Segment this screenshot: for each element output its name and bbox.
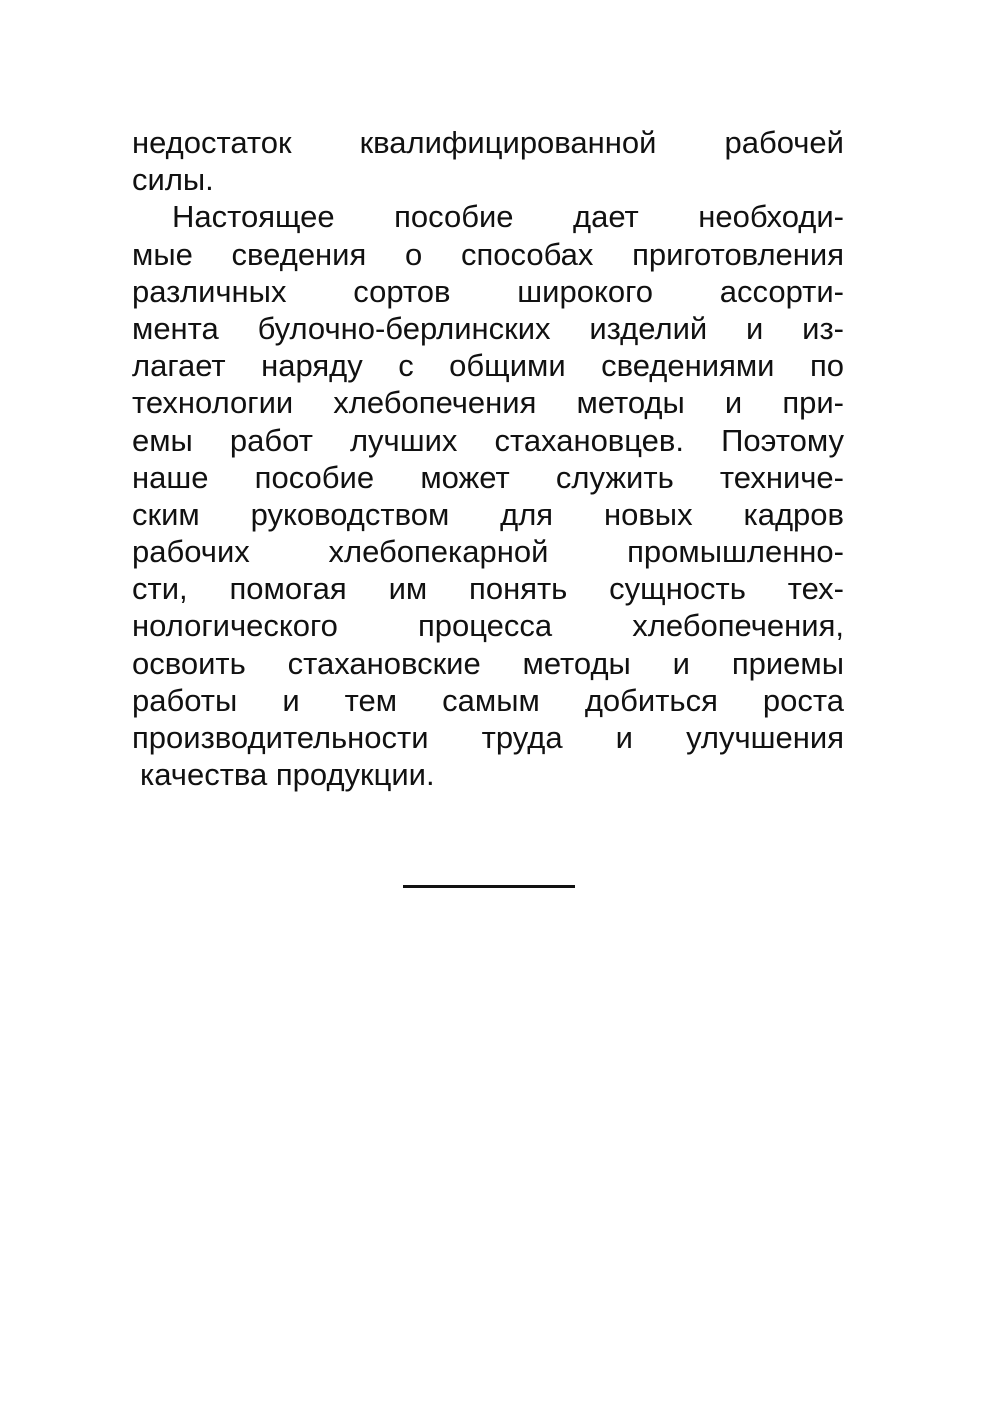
text-line: мента булочно-берлинских изделий и из- bbox=[132, 310, 844, 346]
text-line: сти, помогая им понять сущность тех- bbox=[132, 571, 844, 607]
text-line: различных сортов широкого ассорти- bbox=[132, 273, 844, 309]
text-line: технологии хлебопечения методы и при- bbox=[132, 385, 844, 421]
text-line: качества продукции. bbox=[140, 757, 435, 793]
text-line: недостаток квалифицированной рабочей bbox=[132, 125, 844, 160]
text-line: рабочих хлебопекарной промышленно- bbox=[132, 534, 844, 570]
text-line: ским руководством для новых кадров bbox=[132, 496, 844, 532]
text-line: мые сведения о способах приготовления bbox=[132, 236, 844, 272]
text-line: силы. bbox=[132, 162, 214, 198]
text-line: емы работ лучших стахановцев. Поэтому bbox=[132, 422, 844, 458]
text-line: наше пособие может служить техниче- bbox=[132, 459, 844, 495]
body-text bbox=[132, 124, 844, 793]
text-line: нологического процесса хлебопечения, bbox=[132, 608, 844, 644]
text-line: освоить стахановские методы и приемы bbox=[132, 645, 844, 681]
text-line: лагает наряду с общими сведениями по bbox=[132, 348, 844, 384]
text-line: Настоящее пособие дает необходи- bbox=[172, 199, 844, 235]
text-line: производительности труда и улучшения bbox=[132, 720, 844, 755]
text-line: работы и тем самым добиться роста bbox=[132, 682, 844, 718]
section-divider bbox=[403, 885, 575, 888]
